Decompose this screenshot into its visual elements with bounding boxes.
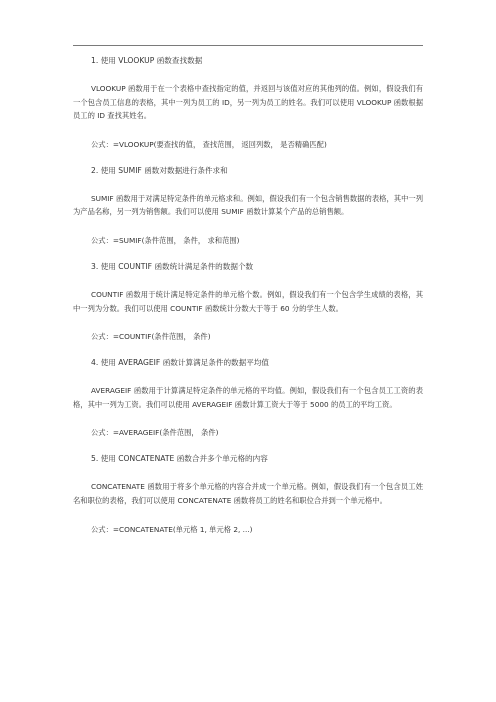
document-content: [73, 54, 423, 549]
header-rule: [73, 45, 423, 46]
section-heading: 2. 使用 SUMIF 函数对数据进行条件求和: [91, 165, 228, 175]
section-heading: 3. 使用 COUNTIF 函数统计满足条件的数据个数: [91, 261, 254, 271]
section-body: COUNTIF 函数用于统计满足特定条件的单元格个数。例如，假设我们有一个包含学生成绩的表格，其中一列为分数。我们可以使用 COUNTIF 函数统计分数大于等于 60 分的学生人数。: [73, 289, 423, 313]
section-sumif: [73, 164, 423, 247]
section-body: VLOOKUP 函数用于在一个表格中查找指定的值，并返回与该值对应的其他列的值。例如，假设我们有一个包含员工信息的表格，其中一列为员工的 ID，另一列为员工的姓名。我们可以使用 VLOOKUP 函数根据员工的 ID 查找其姓名。: [73, 84, 423, 121]
section-averageif: [73, 356, 423, 439]
section-body: CONCATENATE 函数用于将多个单元格的内容合并成一个单元格。例如，假设我们有一个包含员工姓名和职位的表格，我们可以使用 CONCATENATE 函数将员工的姓名和职位合并到一个单元格中。: [73, 482, 423, 505]
section-formula: 公式：=VLOOKUP(要查找的值， 查找范围， 返回列数， 是否精确匹配): [91, 139, 327, 149]
section-formula: 公式：=SUMIF(条件范围， 条件， 求和范围): [91, 235, 240, 245]
section-formula: 公式：=AVERAGEIF(条件范围， 条件): [91, 428, 219, 438]
section-heading: 1. 使用 VLOOKUP 函数查找数据: [91, 56, 203, 65]
section-vlookup: [73, 54, 423, 151]
section-countif: [73, 260, 423, 343]
section-formula: 公式：=COUNTIF(条件范围， 条件): [91, 332, 211, 342]
section-body: AVERAGEIF 函数用于计算满足特定条件的单元格的平均值。例如，假设我们有一个包含员工工资的表格，其中一列为工资。我们可以使用 AVERAGEIF 函数计算工资大于等于 5000 的员工的平均工资。: [73, 386, 423, 409]
section-heading: 5. 使用 CONCATENATE 函数合并多个单元格的内容: [91, 454, 268, 464]
section-formula: 公式：=CONCATENATE(单元格 1, 单元格 2, ...): [91, 524, 253, 534]
section-body: SUMIF 函数用于对满足特定条件的单元格求和。例如，假设我们有一个包含销售数据的表格，其中一列为产品名称，另一列为销售额。我们可以使用 SUMIF 函数计算某个产品的总销售额。: [73, 193, 423, 217]
section-heading: 4. 使用 AVERAGEIF 函数计算满足条件的数据平均值: [91, 358, 270, 368]
section-concatenate: [73, 452, 423, 535]
